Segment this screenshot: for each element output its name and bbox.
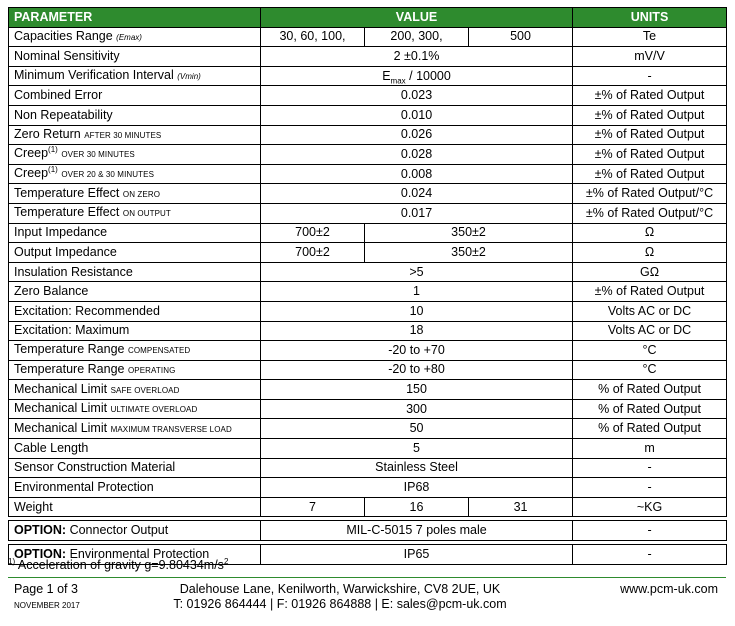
param-cell: Environmental Protection <box>9 478 261 498</box>
row-creep-30 <box>9 145 727 165</box>
units-cell: °C <box>573 360 727 380</box>
param-note: ON OUTPUT <box>122 209 171 219</box>
value-cell: Stainless Steel <box>261 458 573 478</box>
row-capacities <box>9 27 727 47</box>
param-cell: Combined Error <box>9 86 261 106</box>
param-cell <box>9 521 261 541</box>
row-zero-return <box>9 125 727 145</box>
footer-website[interactable]: www.pcm-uk.com <box>620 582 718 596</box>
footnote-marker: 1) <box>8 556 16 566</box>
row-weight <box>9 497 727 517</box>
row-temp-effect-zero <box>9 184 727 204</box>
units-cell: ±% of Rated Output/°C <box>573 203 727 223</box>
units-cell: Te <box>573 27 727 47</box>
footer-address-block <box>160 582 520 612</box>
units-cell: % of Rated Output <box>573 399 727 419</box>
header-parameter: PARAMETER <box>9 8 261 28</box>
param-label: Capacities Range <box>14 28 113 43</box>
table-header-row <box>9 8 727 28</box>
value-cell: 5 <box>261 439 573 459</box>
param-label: Environmental Protection <box>66 546 210 561</box>
value-cell: MIL-C-5015 7 poles male <box>261 521 573 541</box>
option-label: OPTION: <box>14 523 67 538</box>
param-label: Temperature Effect <box>14 185 120 200</box>
units-cell: Ω <box>573 243 727 263</box>
param-cell <box>9 66 261 86</box>
row-creep-20-30 <box>9 164 727 184</box>
param-cell: Cable Length <box>9 439 261 459</box>
row-non-repeatability <box>9 105 727 125</box>
spec-table <box>8 7 727 565</box>
value-sub: max <box>390 76 406 86</box>
row-material <box>9 458 727 478</box>
row-temp-range-operating <box>9 360 727 380</box>
units-cell: ±% of Rated Output <box>573 105 727 125</box>
value-cell: 700±2 <box>261 243 365 263</box>
row-temp-effect-output <box>9 203 727 223</box>
param-cell <box>9 419 261 439</box>
value-cell: IP68 <box>261 478 573 498</box>
footnote-ref: (1) <box>48 145 58 155</box>
value-cell: 200, 300, <box>365 27 469 47</box>
option-label: OPTION: <box>14 546 67 561</box>
units-cell: m <box>573 439 727 459</box>
value-cell: 0.008 <box>261 164 573 184</box>
value-cell: 10 <box>261 301 573 321</box>
row-insulation <box>9 262 727 282</box>
row-input-impedance <box>9 223 727 243</box>
footer-divider <box>8 577 726 578</box>
value-cell: 16 <box>365 497 469 517</box>
footnote-ref: (1) <box>48 164 58 174</box>
param-note: OPERATING <box>127 365 176 375</box>
value-cell: 0.010 <box>261 105 573 125</box>
row-combined-error <box>9 86 727 106</box>
units-cell: ±% of Rated Output <box>573 125 727 145</box>
value-cell: 0.028 <box>261 145 573 165</box>
footer-contact: T: 01926 864444 | F: 01926 864888 | E: sales@pcm-uk.com <box>173 597 507 611</box>
row-mech-ultimate <box>9 399 727 419</box>
units-cell: - <box>573 478 727 498</box>
param-label: Creep <box>14 146 49 161</box>
param-label: Temperature Range <box>14 342 125 357</box>
value-cell: 300 <box>261 399 573 419</box>
value-cell: 700±2 <box>261 223 365 243</box>
param-cell: Insulation Resistance <box>9 262 261 282</box>
value-cell: 7 <box>261 497 365 517</box>
footer-address: Dalehouse Lane, Kenilworth, Warwickshire, CV8 2UE, UK <box>179 582 501 596</box>
param-cell: Weight <box>9 497 261 517</box>
param-cell <box>9 399 261 419</box>
value-cell: 2 ±0.1% <box>261 47 573 67</box>
value-cell <box>261 66 573 86</box>
units-cell: - <box>573 66 727 86</box>
value-cell: 1 <box>261 282 573 302</box>
units-cell: - <box>573 545 727 565</box>
row-option-connector <box>9 521 727 541</box>
value-cell: IP65 <box>261 545 573 565</box>
value-cell: 50 <box>261 419 573 439</box>
param-label: Mechanical Limit <box>14 401 108 416</box>
param-cell <box>9 380 261 400</box>
param-cell <box>9 27 261 47</box>
value-cell: 0.023 <box>261 86 573 106</box>
row-cable-length <box>9 439 727 459</box>
value-main: E <box>382 68 391 83</box>
row-mech-transverse <box>9 419 727 439</box>
units-cell: °C <box>573 341 727 361</box>
param-label: Mechanical Limit <box>14 381 108 396</box>
row-zero-balance <box>9 282 727 302</box>
param-note: MAXIMUM TRANSVERSE LOAD <box>110 424 232 434</box>
value-cell: 0.017 <box>261 203 573 223</box>
units-cell: Volts AC or DC <box>573 321 727 341</box>
value-cell: 350±2 <box>365 223 573 243</box>
param-cell: Zero Balance <box>9 282 261 302</box>
value-cell: -20 to +70 <box>261 341 573 361</box>
units-cell: - <box>573 521 727 541</box>
param-note: (Emax) <box>116 32 142 42</box>
value-cell: 31 <box>469 497 573 517</box>
param-cell: Excitation: Recommended <box>9 301 261 321</box>
param-cell <box>9 341 261 361</box>
row-output-impedance <box>9 243 727 263</box>
param-note: AFTER 30 MINUTES <box>84 130 162 140</box>
param-cell: Nominal Sensitivity <box>9 47 261 67</box>
param-note: (Vmin) <box>177 72 201 82</box>
param-note: COMPENSATED <box>127 346 191 356</box>
param-label: Temperature Effect <box>14 205 120 220</box>
param-note: OVER 20 & 30 MINUTES <box>61 170 155 180</box>
param-label: Zero Return <box>14 126 81 141</box>
value-cell: 0.026 <box>261 125 573 145</box>
param-note: ON ZERO <box>122 189 161 199</box>
units-cell: ±% of Rated Output <box>573 164 727 184</box>
units-cell: ±% of Rated Output/°C <box>573 184 727 204</box>
param-cell <box>9 145 261 165</box>
value-rest: / 10000 <box>405 68 451 83</box>
units-cell: ~KG <box>573 497 727 517</box>
document-date: NOVEMBER 2017 <box>14 601 80 610</box>
footnote <box>8 558 228 572</box>
param-cell <box>9 164 261 184</box>
row-temp-range-compensated <box>9 341 727 361</box>
value-cell: 18 <box>261 321 573 341</box>
param-label: Connector Output <box>66 523 169 538</box>
param-cell <box>9 203 261 223</box>
units-cell: % of Rated Output <box>573 419 727 439</box>
units-cell: % of Rated Output <box>573 380 727 400</box>
param-cell: Output Impedance <box>9 243 261 263</box>
param-label: Creep <box>14 166 49 181</box>
units-cell: GΩ <box>573 262 727 282</box>
units-cell: - <box>573 458 727 478</box>
units-cell: ±% of Rated Output <box>573 282 727 302</box>
header-value: VALUE <box>261 8 573 28</box>
footnote-text: Acceleration of gravity g=9.80434m/s <box>15 558 224 572</box>
row-env-protection <box>9 478 727 498</box>
units-cell: mV/V <box>573 47 727 67</box>
param-note: OVER 30 MINUTES <box>61 150 135 160</box>
row-mech-safe <box>9 380 727 400</box>
row-excitation-maximum <box>9 321 727 341</box>
param-cell <box>9 184 261 204</box>
row-sensitivity <box>9 47 727 67</box>
page-number: Page 1 of 3 <box>14 582 78 596</box>
units-cell: ±% of Rated Output <box>573 86 727 106</box>
param-label: Temperature Range <box>14 361 125 376</box>
footnote-exponent: 2 <box>223 556 229 566</box>
value-cell: 0.024 <box>261 184 573 204</box>
value-cell: 500 <box>469 27 573 47</box>
units-cell: Ω <box>573 223 727 243</box>
param-cell <box>9 125 261 145</box>
units-cell: ±% of Rated Output <box>573 145 727 165</box>
row-min-verification <box>9 66 727 86</box>
value-cell: 350±2 <box>365 243 573 263</box>
param-cell <box>9 360 261 380</box>
param-label: Minimum Verification Interval <box>14 68 174 83</box>
value-cell: 30, 60, 100, <box>261 27 365 47</box>
value-cell: -20 to +80 <box>261 360 573 380</box>
units-cell: Volts AC or DC <box>573 301 727 321</box>
param-note: SAFE OVERLOAD <box>110 385 180 395</box>
row-excitation-recommended <box>9 301 727 321</box>
value-cell: >5 <box>261 262 573 282</box>
param-cell: Sensor Construction Material <box>9 458 261 478</box>
header-units: UNITS <box>573 8 727 28</box>
param-cell: Input Impedance <box>9 223 261 243</box>
param-cell: Excitation: Maximum <box>9 321 261 341</box>
param-label: Mechanical Limit <box>14 420 108 435</box>
param-note: ULTIMATE OVERLOAD <box>110 405 198 415</box>
param-cell: Non Repeatability <box>9 105 261 125</box>
value-cell: 150 <box>261 380 573 400</box>
